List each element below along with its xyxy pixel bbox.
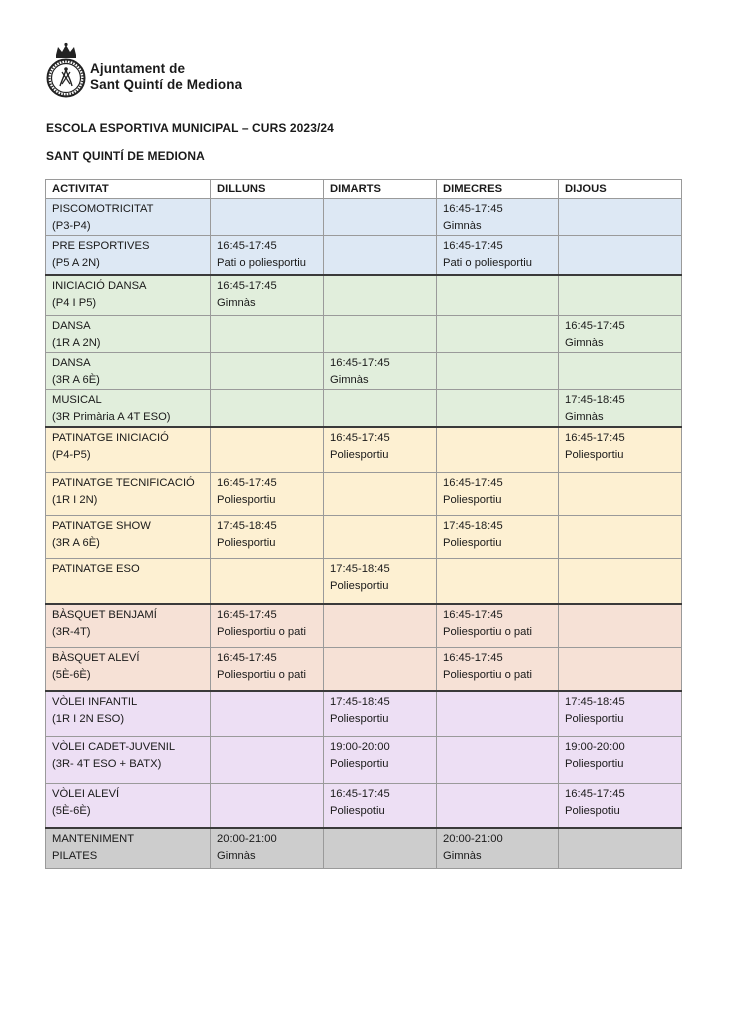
cell-dimarts: [324, 648, 437, 692]
cell-dilluns: [211, 236, 324, 276]
session-time: 16:45-17:45: [565, 320, 625, 332]
cell-activity: [46, 236, 211, 276]
cell-dimecres: [437, 516, 559, 559]
activity-name: VÒLEI ALEVÍ: [52, 788, 120, 800]
cell-dijous: [559, 390, 682, 428]
activity-level: (1R I 2N ESO): [52, 713, 125, 725]
table-row: [46, 473, 682, 516]
cell-activity: [46, 199, 211, 236]
activity-name: PISCOMOTRICITAT: [52, 203, 154, 215]
session-location: Gimnàs: [443, 220, 482, 232]
cell-activity: [46, 427, 211, 473]
session-location: Gimnàs: [565, 411, 604, 423]
cell-dijous: [559, 691, 682, 737]
session-location: Poliespotiu: [565, 805, 620, 817]
cell-activity: [46, 353, 211, 390]
cell-dijous: [559, 784, 682, 829]
column-header-activitat: ACTIVITAT: [46, 180, 211, 199]
activity-level: (3R Primària A 4T ESO): [52, 411, 171, 423]
municipal-coat-of-arms-icon: [46, 42, 86, 100]
session-time: 16:45-17:45: [443, 477, 503, 489]
cell-activity: [46, 275, 211, 316]
cell-dilluns: [211, 516, 324, 559]
activity-name: INICIACIÓ DANSA: [52, 280, 147, 292]
session-time: 16:45-17:45: [217, 477, 277, 489]
session-time: 16:45-17:45: [217, 240, 277, 252]
cell-dimarts: [324, 353, 437, 390]
cell-activity: [46, 691, 211, 737]
cell-dijous: [559, 427, 682, 473]
session-time: 16:45-17:45: [217, 652, 277, 664]
table-row: [46, 353, 682, 390]
session-location: Poliesportiu: [330, 449, 389, 461]
cell-dimecres: [437, 737, 559, 784]
cell-activity: [46, 559, 211, 605]
session-location: Pati o poliesportiu: [443, 257, 532, 269]
table-row: [46, 516, 682, 559]
session-location: Gimnàs: [330, 374, 369, 386]
session-time: 17:45-18:45: [565, 394, 625, 406]
cell-dilluns: [211, 604, 324, 648]
activity-name: VÒLEI CADET-JUVENIL: [52, 741, 176, 753]
organization-line-1: Ajuntament de: [90, 61, 186, 76]
cell-dimarts: [324, 236, 437, 276]
session-time: 17:45-18:45: [217, 520, 277, 532]
schedule-body: [46, 199, 682, 869]
cell-dimarts: [324, 199, 437, 236]
session-time: 17:45-18:45: [565, 696, 625, 708]
cell-dijous: [559, 737, 682, 784]
column-header-dimarts: DIMARTS: [324, 180, 437, 199]
table-row: [46, 737, 682, 784]
activity-level: PILATES: [52, 850, 98, 862]
session-location: Poliespotiu: [330, 805, 385, 817]
cell-dimarts: [324, 784, 437, 829]
cell-dilluns: [211, 648, 324, 692]
activity-name: BÀSQUET ALEVÍ: [52, 652, 140, 664]
session-location: Poliesportiu: [330, 580, 389, 592]
session-time: 19:00-20:00: [330, 741, 390, 753]
cell-dimecres: [437, 199, 559, 236]
cell-dimarts: [324, 473, 437, 516]
cell-activity: [46, 828, 211, 869]
session-time: 16:45-17:45: [443, 240, 503, 252]
activity-name: MUSICAL: [52, 394, 102, 406]
column-header-dilluns: DILLUNS: [211, 180, 324, 199]
activity-name: PATINATGE TECNIFICACIÓ: [52, 477, 195, 489]
table-row: [46, 427, 682, 473]
cell-dilluns: [211, 427, 324, 473]
cell-dimarts: [324, 275, 437, 316]
cell-dimecres: [437, 275, 559, 316]
activity-name: PATINATGE ESO: [52, 563, 140, 575]
activity-level: (3R A 6È): [52, 374, 100, 386]
session-location: Poliesportiu: [565, 713, 624, 725]
cell-dimarts: [324, 828, 437, 869]
session-time: 16:45-17:45: [565, 788, 625, 800]
cell-dimarts: [324, 516, 437, 559]
session-time: 17:45-18:45: [330, 563, 390, 575]
cell-dimarts: [324, 691, 437, 737]
activity-level: (P4 I P5): [52, 297, 97, 309]
session-time: 16:45-17:45: [217, 609, 277, 621]
session-location: Poliesportiu: [565, 758, 624, 770]
activity-level: (1R A 2N): [52, 337, 101, 349]
cell-dimecres: [437, 427, 559, 473]
cell-dilluns: [211, 390, 324, 428]
cell-dilluns: [211, 199, 324, 236]
session-location: Poliesportiu: [217, 537, 276, 549]
cell-dijous: [559, 473, 682, 516]
column-header-dijous: DIJOUS: [559, 180, 682, 199]
cell-dimarts: [324, 737, 437, 784]
session-location: Gimnàs: [565, 337, 604, 349]
organization-name: [90, 61, 242, 93]
cell-dijous: [559, 604, 682, 648]
session-location: Gimnàs: [217, 850, 256, 862]
cell-dilluns: [211, 828, 324, 869]
activity-level: (3R-4T): [52, 626, 91, 638]
activity-level: (5È-6È): [52, 805, 91, 817]
table-row: [46, 828, 682, 869]
cell-dimarts: [324, 604, 437, 648]
activity-level: (3R- 4T ESO + BATX): [52, 758, 162, 770]
table-row: [46, 648, 682, 692]
session-time: 16:45-17:45: [443, 203, 503, 215]
cell-dilluns: [211, 316, 324, 353]
activity-name: PATINATGE INICIACIÓ: [52, 432, 169, 444]
session-location: Pati o poliesportiu: [217, 257, 306, 269]
cell-dimecres: [437, 236, 559, 276]
table-row: [46, 199, 682, 236]
table-row: [46, 275, 682, 316]
cell-activity: [46, 784, 211, 829]
cell-dijous: [559, 648, 682, 692]
table-header-row: [46, 180, 682, 199]
cell-dimarts: [324, 559, 437, 605]
column-header-dimecres: DIMECRES: [437, 180, 559, 199]
activity-level: (P4-P5): [52, 449, 91, 461]
cell-dimecres: [437, 691, 559, 737]
cell-dimecres: [437, 604, 559, 648]
cell-dijous: [559, 236, 682, 276]
cell-dijous: [559, 516, 682, 559]
session-time: 16:45-17:45: [565, 432, 625, 444]
session-location: Poliesportiu: [330, 758, 389, 770]
activity-name: DANSA: [52, 357, 91, 369]
activity-name: DANSA: [52, 320, 91, 332]
activity-name: PATINATGE SHOW: [52, 520, 151, 532]
cell-dilluns: [211, 559, 324, 605]
session-location: Gimnàs: [443, 850, 482, 862]
cell-dimarts: [324, 316, 437, 353]
table-row: [46, 691, 682, 737]
cell-dimecres: [437, 390, 559, 428]
activity-level: (P5 A 2N): [52, 257, 100, 269]
schedule-table: [45, 179, 682, 869]
cell-activity: [46, 604, 211, 648]
document-subtitle: SANT QUINTÍ DE MEDIONA: [46, 149, 205, 163]
cell-dijous: [559, 828, 682, 869]
activity-level: (5È-6È): [52, 669, 91, 681]
cell-dimarts: [324, 390, 437, 428]
cell-dimecres: [437, 828, 559, 869]
session-location: Poliesportiu o pati: [217, 626, 306, 638]
cell-activity: [46, 516, 211, 559]
session-location: Poliesportiu o pati: [443, 626, 532, 638]
session-time: 19:00-20:00: [565, 741, 625, 753]
cell-dijous: [559, 316, 682, 353]
activity-name: BÀSQUET BENJAMÍ: [52, 609, 157, 621]
cell-dijous: [559, 275, 682, 316]
session-time: 17:45-18:45: [330, 696, 390, 708]
session-time: 16:45-17:45: [443, 652, 503, 664]
cell-dimarts: [324, 427, 437, 473]
cell-dimecres: [437, 473, 559, 516]
session-time: 16:45-17:45: [330, 788, 390, 800]
organization-line-2: Sant Quintí de Mediona: [90, 77, 243, 92]
cell-dilluns: [211, 473, 324, 516]
activity-level: (1R I 2N): [52, 494, 98, 506]
cell-dilluns: [211, 275, 324, 316]
cell-dijous: [559, 559, 682, 605]
session-time: 20:00-21:00: [443, 833, 503, 845]
header-logo: [46, 42, 261, 100]
session-time: 16:45-17:45: [330, 357, 390, 369]
session-location: Poliesportiu: [217, 494, 276, 506]
cell-dimecres: [437, 784, 559, 829]
table-row: [46, 604, 682, 648]
session-location: Poliesportiu: [443, 537, 502, 549]
activity-name: PRE ESPORTIVES: [52, 240, 150, 252]
cell-activity: [46, 737, 211, 784]
cell-activity: [46, 316, 211, 353]
cell-dilluns: [211, 784, 324, 829]
cell-dilluns: [211, 353, 324, 390]
session-location: Poliesportiu: [330, 713, 389, 725]
session-time: 17:45-18:45: [443, 520, 503, 532]
activity-name: VÒLEI INFANTIL: [52, 696, 138, 708]
cell-dimecres: [437, 559, 559, 605]
cell-dilluns: [211, 737, 324, 784]
cell-dijous: [559, 353, 682, 390]
cell-activity: [46, 648, 211, 692]
session-time: 16:45-17:45: [443, 609, 503, 621]
session-location: Poliesportiu: [443, 494, 502, 506]
session-location: Poliesportiu: [565, 449, 624, 461]
cell-dilluns: [211, 691, 324, 737]
cell-activity: [46, 473, 211, 516]
activity-level: (3R A 6È): [52, 537, 100, 549]
table-row: [46, 316, 682, 353]
cell-dimecres: [437, 353, 559, 390]
activity-name: MANTENIMENT: [52, 833, 135, 845]
session-location: Gimnàs: [217, 297, 256, 309]
table-row: [46, 559, 682, 605]
session-time: 16:45-17:45: [330, 432, 390, 444]
activity-level: (P3-P4): [52, 220, 91, 232]
cell-dijous: [559, 199, 682, 236]
document-title: ESCOLA ESPORTIVA MUNICIPAL – CURS 2023/24: [46, 121, 334, 135]
session-location: Poliesportiu o pati: [443, 669, 532, 681]
cell-activity: [46, 390, 211, 428]
table-row: [46, 390, 682, 428]
cell-dimecres: [437, 316, 559, 353]
session-location: Poliesportiu o pati: [217, 669, 306, 681]
session-time: 16:45-17:45: [217, 280, 277, 292]
cell-dimecres: [437, 648, 559, 692]
table-row: [46, 784, 682, 829]
table-row: [46, 236, 682, 276]
session-time: 20:00-21:00: [217, 833, 277, 845]
